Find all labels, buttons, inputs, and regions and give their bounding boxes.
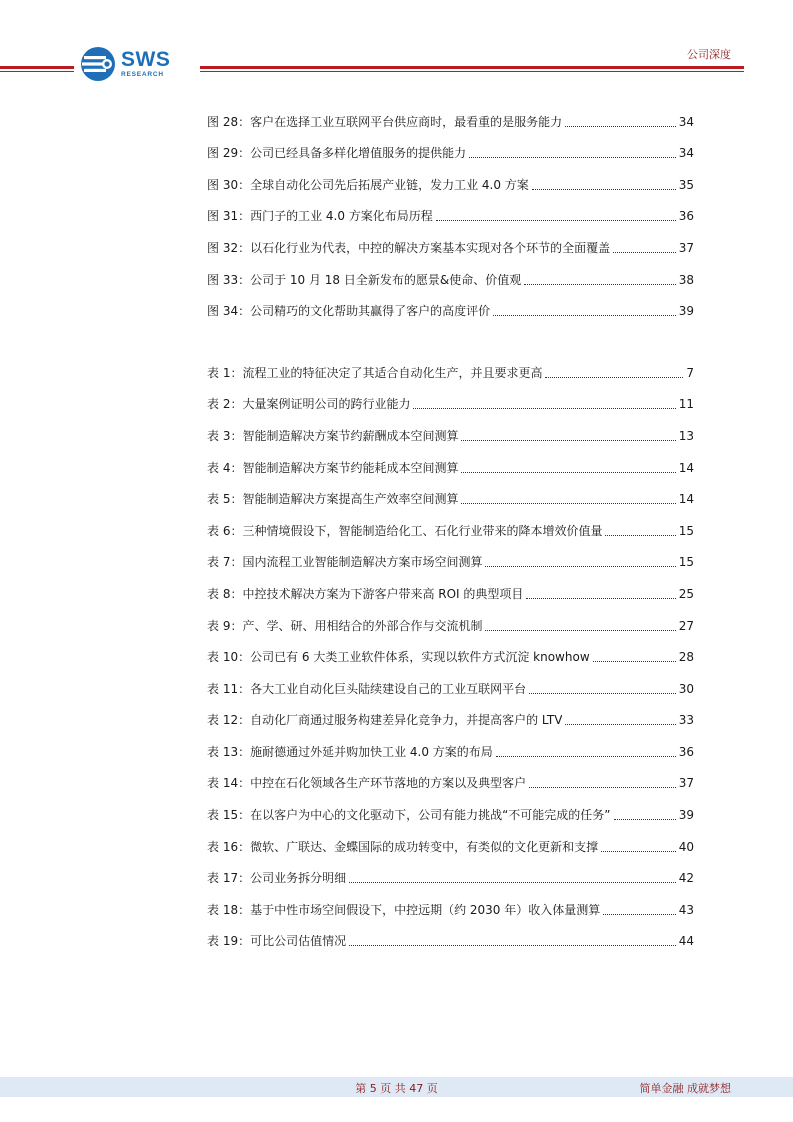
toc-table-entry-title: 表 8：中控技术解决方案为下游客户带来高 ROI 的典型项目 xyxy=(207,586,524,601)
toc-figure-entry-title: 图 33：公司于 10 月 18 日全新发布的愿景&使命、价值观 xyxy=(207,272,522,287)
toc-table-entry-title: 表 19：可比公司估值情况 xyxy=(207,934,347,949)
toc-table-entry[interactable] xyxy=(207,476,694,508)
dot-leader xyxy=(526,597,675,599)
toc-table-entry[interactable] xyxy=(207,444,694,476)
toc-table-entry-title: 表 4：智能制造解决方案节约能耗成本空间测算 xyxy=(207,460,459,475)
dot-leader xyxy=(493,314,676,316)
toc-table-entry[interactable] xyxy=(207,634,694,666)
toc-table-entry-title: 表 5：智能制造解决方案提高生产效率空间测算 xyxy=(207,492,459,507)
toc-figure-entry[interactable] xyxy=(207,161,694,193)
toc-table-entry[interactable] xyxy=(207,539,694,571)
toc-table-entry[interactable] xyxy=(207,728,694,760)
dot-leader xyxy=(461,471,675,473)
dot-leader xyxy=(469,156,676,158)
header-rule-left xyxy=(0,66,74,72)
dot-leader xyxy=(529,692,676,694)
toc-figure-entry-title: 图 29：公司已经具备多样化增值服务的提供能力 xyxy=(207,146,467,161)
dot-leader xyxy=(436,219,676,221)
dot-leader xyxy=(461,439,675,441)
toc-table-entry-page-number: 39 xyxy=(678,808,694,823)
figure-list xyxy=(207,98,694,319)
toc-figure-entry[interactable] xyxy=(207,256,694,288)
toc-table-entry-page-number: 42 xyxy=(678,871,694,886)
logo-subtitle: RESEARCH xyxy=(121,71,164,79)
header-rule-right xyxy=(200,66,744,72)
toc-figure-entry-title: 图 28：客户在选择工业互联网平台供应商时，最看重的是服务能力 xyxy=(207,114,563,129)
toc-table-entry-title: 表 17：公司业务拆分明细 xyxy=(207,871,347,886)
toc-figure-entry-page-number: 35 xyxy=(678,177,694,192)
toc-figure-entry-page-number: 34 xyxy=(678,114,694,129)
toc-table-entry-page-number: 44 xyxy=(678,934,694,949)
toc-table-entry-title: 表 14：中控在石化领域各生产环节落地的方案以及典型客户 xyxy=(207,776,527,791)
toc-table-entry-page-number: 15 xyxy=(678,523,694,538)
dot-leader xyxy=(485,565,675,567)
toc-table-entry[interactable] xyxy=(207,760,694,792)
toc-table-entry[interactable] xyxy=(207,412,694,444)
toc-table-entry-title: 表 16：微软、广联达、金蝶国际的成功转变中，有类似的文化更新和支撑 xyxy=(207,839,599,854)
dot-leader xyxy=(613,251,676,253)
toc-table-entry-page-number: 25 xyxy=(678,586,694,601)
toc-table-entry-title: 表 13：施耐德通过外延并购加快工业 4.0 方案的布局 xyxy=(207,744,493,759)
toc-table-entry-title: 表 2：大量案例证明公司的跨行业能力 xyxy=(207,397,411,412)
toc-table-entry-page-number: 43 xyxy=(678,902,694,917)
dot-leader xyxy=(529,786,676,788)
toc-table-entry-title: 表 11：各大工业自动化巨头陆续建设自己的工业互联网平台 xyxy=(207,681,527,696)
toc-figure-entry[interactable] xyxy=(207,130,694,162)
dot-leader xyxy=(605,534,675,536)
toc-table-entry[interactable] xyxy=(207,665,694,697)
toc-table-entry[interactable] xyxy=(207,886,694,918)
toc-figure-entry[interactable] xyxy=(207,288,694,320)
toc-table-entry[interactable] xyxy=(207,918,694,950)
dot-leader xyxy=(532,188,676,190)
footer-slogan: 简单金融 成就梦想 xyxy=(639,1082,731,1095)
toc-table-entry-page-number: 11 xyxy=(678,397,694,412)
toc-figure-entry-page-number: 34 xyxy=(678,146,694,161)
page-number: 第 5 页 共 47 页 xyxy=(355,1082,438,1095)
toc-table-entry-page-number: 36 xyxy=(678,744,694,759)
toc-table-entry[interactable] xyxy=(207,855,694,887)
dot-leader xyxy=(461,502,675,504)
toc-figure-entry-page-number: 39 xyxy=(678,304,694,319)
logo-name: SWS xyxy=(121,48,171,72)
toc-figure-entry-page-number: 36 xyxy=(678,209,694,224)
toc-figure-entry[interactable] xyxy=(207,98,694,130)
toc-table-entry-page-number: 33 xyxy=(678,713,694,728)
toc-table-entry-title: 表 15：在以客户为中心的文化驱动下，公司有能力挑战“不可能完成的任务” xyxy=(207,808,611,823)
toc-table-entry[interactable] xyxy=(207,697,694,729)
toc-figure-entry-title: 图 34：公司精巧的文化帮助其赢得了客户的高度评价 xyxy=(207,304,491,319)
toc-figure-entry-page-number: 38 xyxy=(678,272,694,287)
toc-figure-entry-page-number: 37 xyxy=(678,240,694,255)
table-list xyxy=(207,349,694,949)
toc-figure-entry-title: 图 30：全球自动化公司先后拓展产业链，发力工业 4.0 方案 xyxy=(207,177,529,192)
dot-leader xyxy=(593,660,676,662)
toc-table-entry-title: 表 18：基于中性市场空间假设下，中控远期（约 2030 年）收入体量测算 xyxy=(207,902,601,917)
toc-table-entry-page-number: 7 xyxy=(686,365,694,380)
toc-table-entry[interactable] xyxy=(207,823,694,855)
toc-table-entry-page-number: 40 xyxy=(678,839,694,854)
dot-leader xyxy=(601,850,676,852)
dot-leader xyxy=(349,881,676,883)
toc-table-entry[interactable] xyxy=(207,507,694,539)
toc-figure-entry[interactable] xyxy=(207,193,694,225)
dot-leader xyxy=(524,283,675,285)
toc-table-entry[interactable] xyxy=(207,570,694,602)
table-of-contents xyxy=(207,98,694,949)
toc-table-entry-title: 表 6：三种情境假设下，智能制造给化工、石化行业带来的降本增效价值量 xyxy=(207,523,603,538)
toc-table-entry-page-number: 37 xyxy=(678,776,694,791)
toc-table-entry-title: 表 9：产、学、研、用相结合的外部合作与交流机制 xyxy=(207,618,483,633)
sws-logo-icon xyxy=(80,46,116,82)
toc-figure-entry-title: 图 32：以石化行业为代表，中控的解决方案基本实现对各个环节的全面覆盖 xyxy=(207,240,611,255)
dot-leader xyxy=(413,407,675,409)
sws-logo xyxy=(80,46,190,82)
section-gap xyxy=(207,319,694,349)
toc-table-entry-title: 表 7：国内流程工业智能制造解决方案市场空间测算 xyxy=(207,555,483,570)
toc-table-entry-title: 表 1：流程工业的特征决定了其适合自动化生产，并且要求更高 xyxy=(207,365,543,380)
dot-leader xyxy=(565,125,676,127)
toc-table-entry-page-number: 28 xyxy=(678,650,694,665)
toc-table-entry-page-number: 27 xyxy=(678,618,694,633)
dot-leader xyxy=(349,944,676,946)
dot-leader xyxy=(614,818,676,820)
toc-table-entry-page-number: 30 xyxy=(678,681,694,696)
toc-table-entry-page-number: 14 xyxy=(678,492,694,507)
dot-leader xyxy=(565,723,675,725)
toc-table-entry-page-number: 14 xyxy=(678,460,694,475)
toc-table-entry[interactable] xyxy=(207,602,694,634)
dot-leader xyxy=(496,755,676,757)
page-header xyxy=(0,0,793,90)
toc-table-entry-title: 表 10：公司已有 6 大类工业软件体系，实现以软件方式沉淀 knowhow xyxy=(207,650,590,665)
toc-table-entry-title: 表 12：自动化厂商通过服务构建差异化竞争力，并提高客户的 LTV xyxy=(207,713,563,728)
dot-leader xyxy=(485,629,675,631)
toc-figure-entry[interactable] xyxy=(207,224,694,256)
toc-table-entry-page-number: 13 xyxy=(678,428,694,443)
toc-table-entry[interactable] xyxy=(207,381,694,413)
toc-figure-entry-title: 图 31：西门子的工业 4.0 方案化布局历程 xyxy=(207,209,433,224)
page-footer xyxy=(0,1077,793,1097)
toc-table-entry[interactable] xyxy=(207,349,694,381)
dot-leader xyxy=(603,913,675,915)
toc-table-entry-page-number: 15 xyxy=(678,555,694,570)
toc-table-entry-title: 表 3：智能制造解决方案节约薪酬成本空间测算 xyxy=(207,428,459,443)
dot-leader xyxy=(545,376,683,378)
report-type-label: 公司深度 xyxy=(687,48,731,61)
toc-table-entry[interactable] xyxy=(207,791,694,823)
